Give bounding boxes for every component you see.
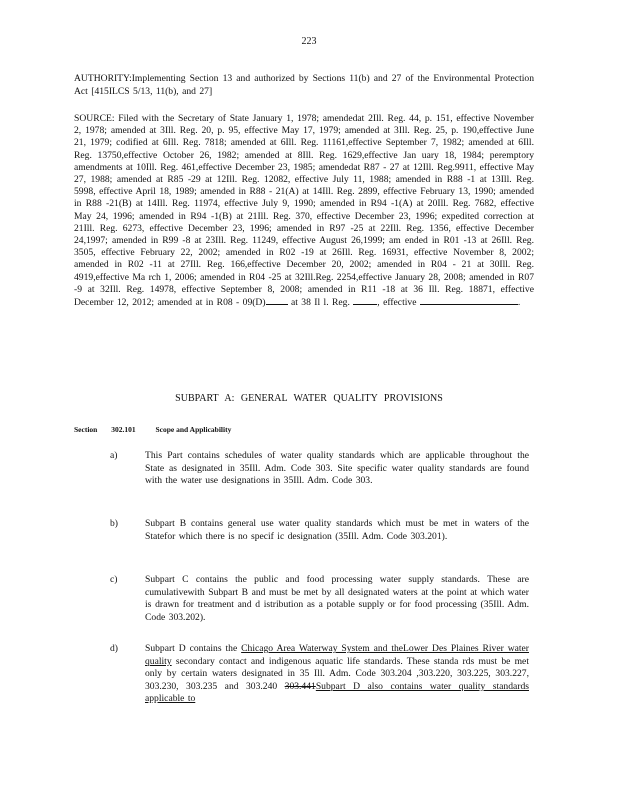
item-letter: c) — [110, 574, 118, 585]
page-number: 223 — [301, 36, 317, 47]
source-text: SOURCE: Filed with the Secretary of State January 1, 1978; amendedat 2Ill. Reg. 44, p. 151, effective November 2, 1978; amended at 3Ill. Reg. 20, p. 95, effective May 17, 1979; amended at 3Ill. Reg. 25, p. 190,effective June 21, 1979; codified at 6Ill. Reg. 7818; amended at 6Ill. Reg. 11161,effective September 7, 1982; amended at 6Ill. Reg. 13750,effective October 26, 1982; amended at 8Ill. Reg. 1629,effective Jan uary 18, 1984; peremptory amendments at 10Ill. Reg. 461,effective December 23, 1985; amendedat R87 - 27 at 12Ill. Reg.9911, effective May 27, 1988; amended at R85 -29 at 12Ill. Reg. 12082, effective July 11, 1988; amended in R88 -1 at 13Ill. Reg. 5998, effective April 18, 1989; amended in R88 - 21(A) at 14Ill. Reg. 2899, effective February 13, 1990; amended in R88 -21(B) at 14Ill. Reg. 11974, effective July 9, 1990; amended in R94 -1(A) at 20Ill. Reg. 7682, effective May 24, 1996; amended in R94 -1(B) at 21Ill. Reg. 370, effective December 23, 1996; expedited correction at 21Ill. Reg. 6273, effective December 23, 1996; amended in R97 -25 at 22Ill. Reg. 1356, effective December 24,1997; amended in R99 -8 at 23Ill. Reg. 11249, effective August 26,1999; am ended in R01 -13 at 26Ill. Reg. 3505, effective February 22, 2002; amended in R02 -19 at 26Ill. Reg. 16931, effective November 8, 2002; amended in R02 -11 at 27Ill. Reg. 166,effective December 20, 2002; amended in R04 - 21 at 30Ill. Reg. 4919,effective Ma rch 1, 2006; amended in R04 -25 at 32Ill.Reg. 2254,effective January 28, 2008; amended in R07 -9 at 32Ill. Reg. 14978, effective September 8, 2008; amended in R11 -18 at 36 Ill. Reg. 18871, effective December 12, 2012; amended at in R08 - 09(D) — [74, 113, 534, 309]
item-text: This Part contains schedules of water quality standards which are applicable throughout the State as designated in 35Ill. Adm. Code 303. Site specific water quality standards are found with the water use designations in 35Ill. Adm. Code 303. — [145, 450, 529, 487]
item-d-text-before: Subpart D contains the — [145, 643, 242, 654]
authority-note: AUTHORITY:Implementing Section 13 and authorized by Sections 11(b) and 27 of the Environmental Protection Act [415ILCS 5/13, 11(b), and 27] — [74, 73, 534, 97]
source-tail-comma: , — [377, 297, 380, 309]
source-tail-effective: effective — [383, 297, 417, 309]
item-d-text-middle: secondary contact and indigenous aquatic life standards. These standa rds must be met only by certain waters designated in 35 Ill. Adm. Code 303.204 ,303.220, 303.225, 303.227, 303.230, 303.235 and 303.240 — [145, 655, 529, 692]
blank-line — [420, 296, 518, 305]
item-text-d — [145, 643, 529, 706]
item-letter: d) — [110, 643, 118, 654]
item-letter: a) — [110, 450, 118, 461]
section-number: 302.101 — [111, 425, 136, 434]
item-d-struck: 303.441 — [284, 680, 316, 692]
item-d-underlined-2: Subpart D also contains water quality standards applicable to — [145, 680, 529, 705]
source-tail-at: at 38 Il l. Reg. — [290, 297, 350, 309]
item-letter: b) — [110, 518, 118, 529]
source-note: SOURCE: Filed with the Secretary of State January 1, 1978; amendedat 2Ill. Reg. 44, p. 151, effective November 2, 1978; amended at 3Ill. Reg. 20, p. 95, effective May 17, 1979; amended at 3Ill. Reg. 25, p. 190,effective June 21, 1979; codified at 6Ill. Reg. 7818; amended at 6Ill. Reg. 11161,effective September 7, 1982; amended at 6Ill. Reg. 13750,effective October 26, 1982; amended at 8Ill. Reg. 1629,effective Jan uary 18, 1984; peremptory amendments at 10Ill. Reg. 461,effective December 23, 1985; amendedat R87 - 27 at 12Ill. Reg.9911, effective May 27, 1988; amended at R85 -29 at 12Ill. Reg. 12082, effective July 11, 1988; amended in R88 -1 at 13Ill. Reg. 5998, effective April 18, 1989; amended in R88 - 21(A) at 14Ill. Reg. 2899, effective February 13, 1990; amended in R88 -21(B) at 14Ill. Reg. 11974, effective July 9, 1990; amended in R94 -1(A) at 20Ill. Reg. 7682, effective May 24, 1996; amended in R94 -1(B) at 21Ill. Reg. 370, effective December 23, 1996; expedited correction at 21Ill. Reg. 6273, effective December 23, 1996; amended in R97 -25 at 22Ill. Reg. 1356, effective December 24,1997; amended in R99 -8 at 23Ill. Reg. 11249, effective August 26,1999; am ended in R01 -13 at 26Ill. Reg. 3505, effective February 22, 2002; amended in R02 -19 at 26Ill. Reg. 16931, effective November 8, 2002; amended in R02 -11 at 27Ill. Reg. 166,effective December 20, 2002; amended in R04 - 21 at 30Ill. Reg. 4919,effective Ma rch 1, 2006; amended in R04 -25 at 32Ill.Reg. 2254,effective January 28, 2008; amended in R07 -9 at 32Ill. Reg. 14978, effective September 8, 2008; amended in R11 -18 at 36 Ill. Reg. 18871, effective December 12, 2012; amended at in R08 - 09(D) at 38 Il l. Reg. , effective . — [74, 113, 534, 309]
subpart-heading: SUBPART A: GENERAL WATER QUALITY PROVISIONS — [175, 393, 443, 404]
item-d-underlined: Chicago Area Waterway System and theLower Des Plaines River water quality — [145, 643, 529, 667]
blank-line — [266, 296, 288, 305]
blank-line — [353, 296, 377, 305]
item-text: Subpart B contains general use water quality standards which must be met in waters of the Statefor which there is no specif ic designation (35Ill. Adm. Code 303.201). — [145, 518, 529, 542]
section-label: Section — [74, 425, 98, 434]
section-heading — [74, 425, 231, 434]
section-title: Scope and Applicability — [155, 425, 232, 434]
item-text: Subpart C contains the public and food processing water supply standards. These are cumulativewith Subpart B and must be met by all designated waters at the point at which water is drawn for treatment and d istribution as a potable supply or for food processing (35Ill. Adm. Code 303.202). — [145, 574, 529, 623]
